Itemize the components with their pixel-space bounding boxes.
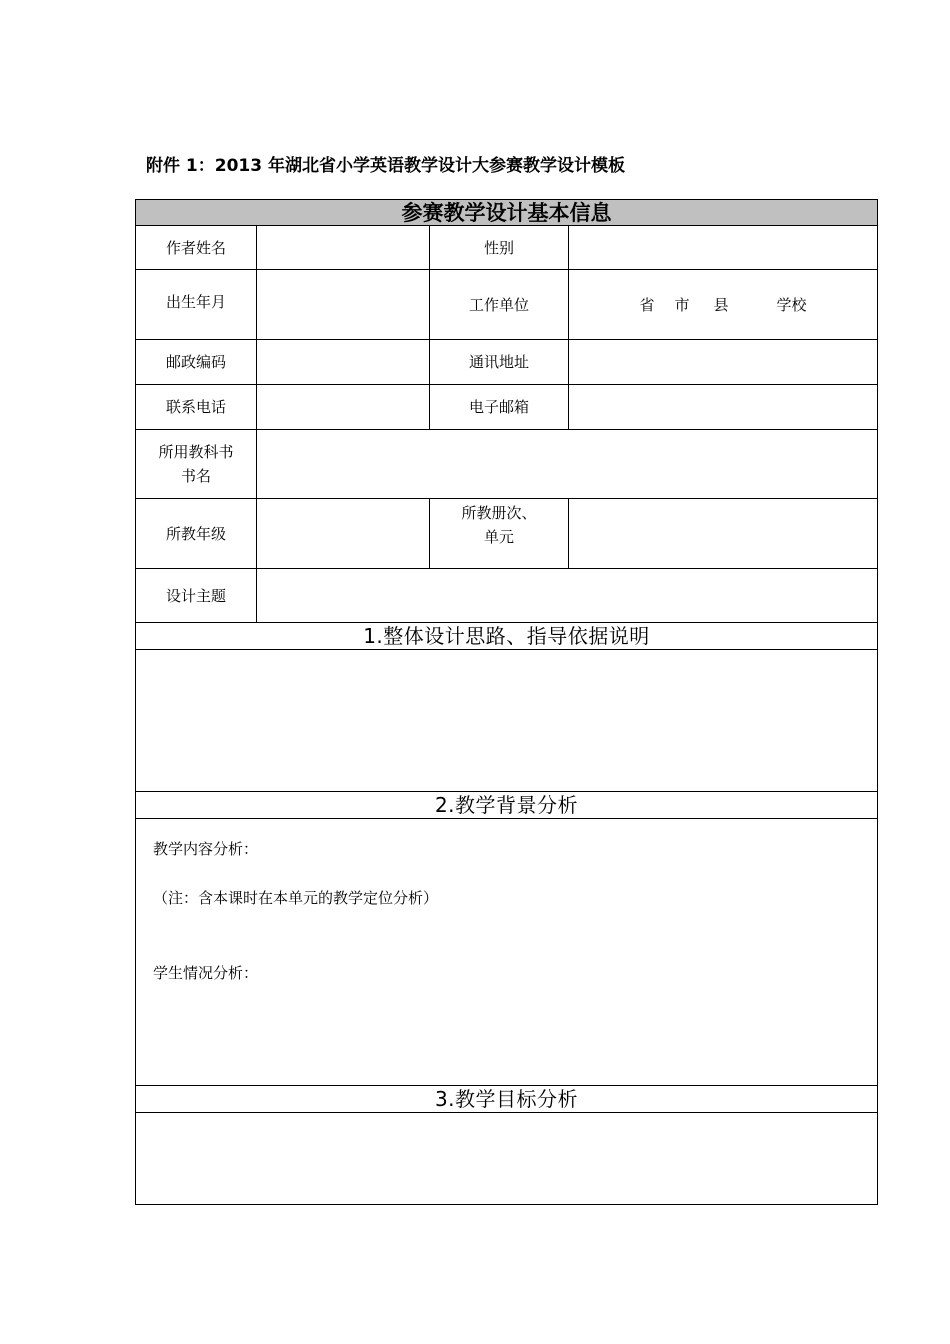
content-analysis-label: 教学内容分析： [153,840,259,858]
grade-label: 所教年级 [136,499,257,569]
student-analysis-label: 学生情况分析： [153,964,259,982]
county-text: 县 [713,295,729,314]
gender-field[interactable] [569,226,878,270]
workplace-address-template [569,293,877,317]
city-text: 市 [674,295,690,314]
author-name-label: 作者姓名 [136,226,257,270]
address-label: 通讯地址 [430,340,569,385]
theme-label: 设计主题 [136,569,257,623]
gender-label: 性别 [430,226,569,270]
author-name-field[interactable] [257,226,430,270]
address-field[interactable] [569,340,878,385]
postcode-label: 邮政编码 [136,340,257,385]
section-2-content[interactable] [136,819,878,1086]
teaching-design-form [135,199,878,1205]
textbook-field[interactable] [257,430,878,499]
email-field[interactable] [569,385,878,430]
section-2-title: 2.教学背景分析 [136,792,878,819]
section-3-content[interactable] [136,1113,878,1205]
phone-label: 联系电话 [136,385,257,430]
section-1-content[interactable] [136,650,878,792]
grade-field[interactable] [257,499,430,569]
section-3-title: 3.教学目标分析 [136,1086,878,1113]
province-text: 省 [639,295,655,314]
theme-field[interactable] [257,569,878,623]
volume-label [430,499,569,569]
textbook-label [136,430,257,499]
textbook-label-line2: 书名 [180,467,211,485]
form-header: 参赛教学设计基本信息 [136,200,878,226]
phone-field[interactable] [257,385,430,430]
document-title: 附件 1：2013 年湖北省小学英语教学设计大参赛教学设计模板 [146,156,625,176]
postcode-field[interactable] [257,340,430,385]
volume-label-line1: 所教册次、 [461,504,537,522]
workplace-label: 工作单位 [430,270,569,340]
birth-field[interactable] [257,270,430,340]
school-text: 学校 [776,295,807,314]
positioning-note: （注：含本课时在本单元的教学定位分析） [153,889,439,907]
birth-label: 出生年月 [136,270,257,340]
volume-field[interactable] [569,499,878,569]
textbook-label-line1: 所用教科书 [158,443,234,461]
workplace-field[interactable] [569,270,878,340]
volume-label-line2: 单元 [483,528,514,546]
section-1-title: 1.整体设计思路、指导依据说明 [136,623,878,650]
email-label: 电子邮箱 [430,385,569,430]
